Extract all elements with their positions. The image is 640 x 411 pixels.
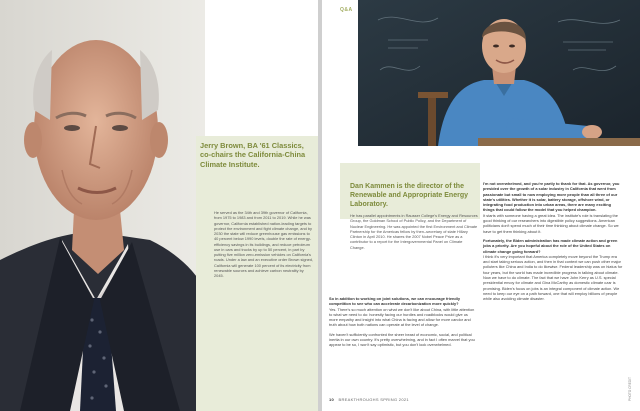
dan-kammen-bio: He has parallel appointments in Rausser College's Energy and Resources Group, the Goldman School of Public Policy, and the Department of Nuclear Engineering. He was appointed the first Environment and Climate Partnership for the Americas fellow by then–secretary of state Hillary Clinton in April 2010. He shares the 2007 Nobel Peace Prize as a contributor to a report for the Intergovernmental Panel on Climate Change.	[350, 213, 478, 250]
jerry-brown-bio: He served as the 34th and 39th governor of California, from 1975 to 1983 and from 2011 to 2019. While he was governor, California established nation-leading targets to protect the environment and fight climate change, and by 2030 the state will reduce greenhouse gas emissions to 40 percent below 1990 levels, double the rate of energy-efficiency savings in its buildings, and reduce petroleum use in cars and trucks by up to 50 percent, in part by putting five million zero-emission vehicles on California's roads. Under a law and an executive order Brown signed, California will generate 100 percent of its electricity from renewable sources and achieve carbon neutrality by 2045.	[214, 210, 314, 278]
dan-kammen-heading: Dan Kammen is the director of the Renewable and Appropriate Energy Laboratory.	[350, 183, 468, 208]
jerry-brown-heading: Jerry Brown, BA '61 Classics, co-chairs the California-China Climate Institute.	[200, 141, 306, 169]
answer-1-paragraph-2: We haven't sufficiently confronted the sheer beast of economic, social, and political inertia in our own country. It's pretty overwhelming, and in fact I often marvel that you appear to be so, I won't say optimistic, but you don't look overwhelmed.	[329, 331, 475, 348]
page-footer	[329, 397, 409, 402]
answer-1-paragraph-1: Yes. There's so much attention on what we don't like about China, with little attention to what we need to do: honestly facing our hurdles and roadblocks would give us more empathy and insight into what China is facing and allow for more candor and truth about how both nations can operate at the level of change.	[329, 306, 475, 328]
answer-3: I think it's very important that America completely move beyond the Trump era and start taking serious action, and then in that context we can push other major polluters like China and India to do likewise. Federal leadership was on hiatus for four years, but the world has made incredible progress in talking about climate. Now we have to do climate. The fact that we have John Kerry as U.S. special presidential envoy for climate and Gina McCarthy as domestic climate czar is promising. Biden's focus on jobs is an integral component of climate action. We need to keep our eye on a path forward, one that will employ billions of people while also avoiding climate disaster.	[483, 253, 623, 302]
question-1: So in addition to working on joint solutions, we can encourage friendly competition to see who can accelerate decarbonization more quickly?	[329, 296, 460, 307]
question-2: Fortunately, the Biden administration has made climate action and green jobs a priority. Are you hopeful about the role of the United States on climate change going forward?	[483, 237, 618, 254]
page-number: 10	[329, 397, 335, 402]
interview-column-left	[329, 296, 477, 348]
answer-2-lead: I'm not overwhelmed, and you're partly to thank for that. As governor, you presided over the growth of a solar industry in California that went from passionate but small to now employing more people than all three of our state's utilities. Whether it is solar, battery storage, offshore wind, or integrating food production into urban areas, there are many exciting things that could follow the model that you helped champion.	[483, 181, 620, 213]
interview-column-right	[483, 181, 623, 302]
right-page	[322, 0, 640, 411]
answer-2-body: It starts with someone having a great idea. The institute's role is translating the good thinking of our researchers into digestible policy suggestions. American politicians don't spend much of their time thinking about climate change. So we have to get them thinking about it.	[483, 212, 619, 234]
left-page	[0, 0, 318, 411]
section-label: Q&A	[340, 7, 353, 13]
jerry-brown-portrait	[0, 0, 205, 411]
photo-illustration	[358, 0, 640, 146]
dan-kammen-photo	[358, 0, 640, 146]
photo-credit: PHOTO CREDIT	[628, 377, 632, 402]
publication-title: BREAKTHROUGHS SPRING 2021	[338, 397, 409, 402]
portrait-illustration	[0, 0, 205, 411]
